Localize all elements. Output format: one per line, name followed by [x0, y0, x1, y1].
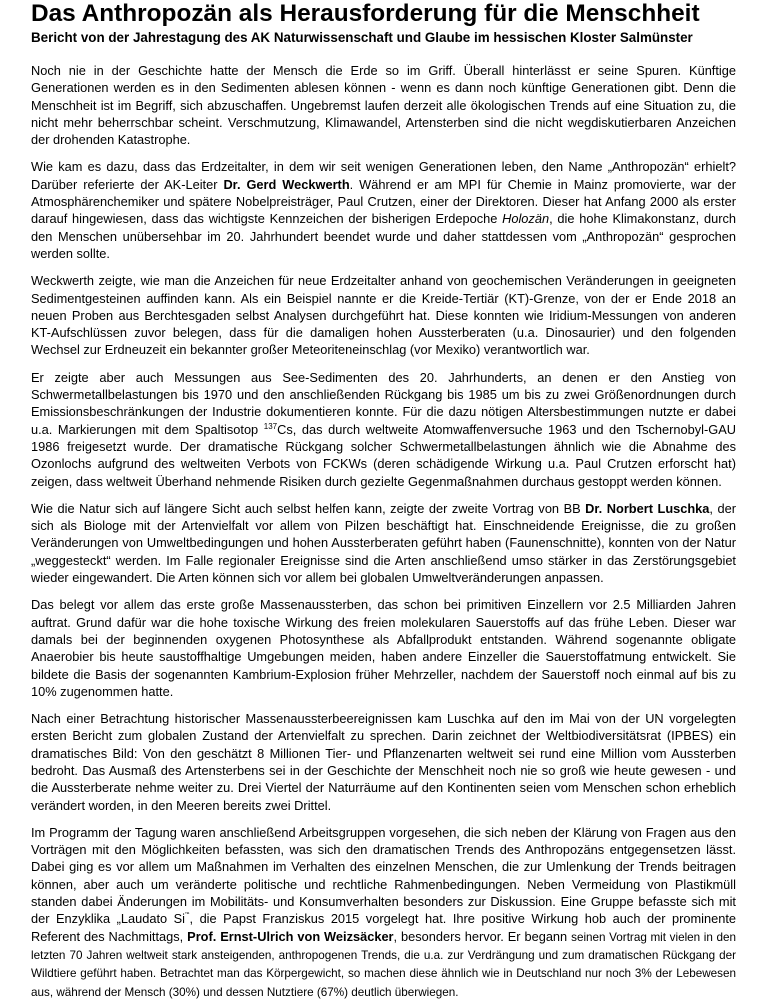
- paragraph-ipbes-report: Nach einer Betrachtung historischer Massenaussterbeereignissen kam Luschka auf den im Mai von der UN vorgelegten ersten Bericht zum globalen Zustand der Artenvielfalt zu sprechen. Darin zeichnet der Weltbiodiversitätsrat (IPBES) ein dramatisches Bild: Von den geschätzt 8 Millionen Tier- und Pflanzenarten weltweit sei rund eine Million vom Aussterben bedroht. Das Ausmaß des Artensterbens sei in der Geschichte der Menschheit noch nie so groß wie heute gewesen - und die Aussterberate nehme weiter zu. Drei Viertel der Naturräume auf den Kontinenten seien vom Menschen schon erheblich verändert worden, in den Meeren bereits zwei Drittel.: [31, 711, 736, 813]
- article-subtitle: Bericht von der Jahrestagung des AK Naturwissenschaft und Glaube im hessischen Kloster Salmünster: [31, 30, 693, 45]
- article-body: [31, 62, 736, 1001]
- paragraph-text: Im Programm der Tagung waren anschließend Arbeitsgruppen vorgesehen, die sich neben der Klärung von Fragen aus den Vorträgen mit den Möglichkeiten befassten, was sich den dramatischen Trends des Anthropozäns entgegensetzen lässt. Dabei ging es vor allem um Maßnahmen im Verhalten des einzelnen Menschen, die zur Umlenkung der Trends beitragen können, aber auch um veränderte politische und rechtliche Rahmenbedingungen. Neben Vermeidung von Plastikmüll standen dabei Änderungen im Mobilitäts- und Konsumverhalten besonders zur Diskussion. Eine Gruppe befasste sich mit der Enzyklika „Laudato Si: [31, 824, 736, 927]
- speaker-name-weizsaecker: Prof. Ernst-Ulrich von Weizsäcker: [187, 928, 394, 944]
- paragraph-working-groups: [31, 824, 736, 1001]
- paragraph-text: Wie kam es dazu, dass das Erdzeitalter, in dem wir seit wenigen Generationen leben, den Name „Anthropozän“ erhielt? Darüber referierte der AK-Leiter: [31, 159, 736, 192]
- paragraph-anthropocene-name: [31, 158, 736, 262]
- paragraph-text-small: seinen Vortrag mit vielen in den letzten 70 Jahren weltweit stark ansteigenden, anthropogenen Trends, die u.a. zur Verdrängung und zum dramatischen Rückgang der Wildtiere geführt haben. Betrachtet man das Körpergewicht, so machen diese ähnlich wie in Deutschland nur noch 3% der Lebewesen aus, während der Mensch (30%) und dessen Nutztiere (67%) deutlich überwiegen.: [31, 930, 736, 999]
- paragraph-text: . Während er am MPI für Chemie in Mainz promovierte, war der Atmosphärenchemiker und spätere Nobelpreisträger, Paul Crutzen, einer der Direktoren. Dieser hat Anfang 2000 als erster darauf hingewiesen, dass das wichtigste Kennzeichen der bisherigen Erdepoche: [31, 176, 736, 227]
- paragraph-kt-boundary: Weckwerth zeigte, wie man die Anzeichen für neue Erdzeitalter anhand von geochemischen Veränderungen in geeigneten Sedimentgesteinen auffinden kann. Als ein Beispiel nannte er die Kreide-Tertiär (KT)-Grenze, von der er Ende 2018 an neuen Proben aus Berchtesgaden selbst Analysen durchgeführt hat. Diese konnten wie Iridium-Messungen von anderen KT-Aufschlüssen zuvor belegen, dass für die damaligen hohen Aussterberaten (u.a. Dinosaurier) und den folgenden Wechsel zur Erdneuzeit ein bekannter großer Meteoriteneinschlag (vor Mexiko) verantwortlich war.: [31, 273, 736, 358]
- paragraph-intro: Noch nie in der Geschichte hatte der Mensch die Erde so im Griff. Überall hinterlässt er seine Spuren. Künftige Generationen werden es in den Sedimenten ablesen können - wenn es dann noch künftige Generationen gibt. Denn die Menschheit ist im Begriff, sich abzuschaffen. Ungebremst laufen derzeit alle ökologischen Trends auf eine Situation zu, die nicht mehr beherrschbar scheint. Verschmutzung, Klimawandel, Artensterben sind die nicht wegdiskutierbaren Anzeichen der drohenden Katastrophe.: [31, 63, 736, 148]
- quote-superscript: ’“: [185, 911, 190, 921]
- speaker-name-weckwerth: Dr. Gerd Weckwerth: [223, 176, 350, 192]
- paragraph-text: Cs, das durch weltweite Atomwaffenversuche 1963 und den Tschernobyl-GAU 1986 freigesetzt wurde. Der dramatische Rückgang solcher Schwermetallbelastungen ähnlich wie die Abnahme des Ozonlochs aufgrund des weltweiten Verbots von FCKWs (deren schädigende Wirkung u.a. Paul Crutzen erforscht hat) zeigen, dass weltweit Überhand nehmende Risiken durch gezielte Gegenmaßnahmen durchaus gestoppt werden können.: [31, 421, 737, 489]
- speaker-name-luschka: Dr. Norbert Luschka: [585, 500, 710, 516]
- paragraph-text: , die Papst Franziskus 2015 vorgelegt hat. Ihre positive Wirkung hob auch der prominente Referent des Nachmittags,: [31, 911, 737, 944]
- paragraph-sediments: [31, 369, 736, 490]
- paragraph-text: Er zeigte aber auch Messungen aus See-Sedimenten des 20. Jahrhunderts, an denen er den Anstieg von Schwermetallbelastungen bis 1970 und den anschließenden Rückgang bis 1985 um bis zu zwei Größenordnungen durch Emissionsbeschränkungen der Industrie dokumentieren konnte. Für die dazu nötigen Altersbestimmungen nutzte er dabei u.a. Markierungen mit dem Spaltisotop: [31, 369, 736, 437]
- paragraph-text: Wie die Natur sich auf längere Sicht auch selbst helfen kann, zeigte der zweite Vortrag von BB: [31, 500, 586, 516]
- article-title: Das Anthropozän als Herausforderung für die Menschheit: [31, 0, 700, 27]
- paragraph-text: , besonders hervor. Er begann: [393, 928, 572, 944]
- isotope-superscript: 137: [263, 421, 278, 431]
- epoch-term-holozaen: Holozän: [502, 211, 550, 227]
- paragraph-mass-extinction: Das belegt vor allem das erste große Massenaussterben, das schon bei primitiven Einzellern vor 2.5 Milliarden Jahren auftrat. Grund dafür war die hohe toxische Wirkung des freien molekularen Sauerstoffs auf das frühe Leben. Dieser war damals bei der beginnenden oxygenen Photosynthese als Abfallprodukt entstanden. Während sogenannte obligate Anaerobier bis heute saustoffhaltige Umgebungen meiden, haben andere Einzeller die Sauerstoffatmung entwickelt. Sie bildete die Basis der sogenannten Kambrium-Explosion früher Mehrzeller, nachdem der Sauerstoff noch einmal auf bis zu 10% zugenommen hatte.: [31, 597, 736, 699]
- paragraph-text: , der sich als Biologe mit der Artenvielfalt vor allem von Pilzen beschäftigt hat. Einschneidende Ereignisse, die zu großen Veränderungen von Umweltbedingungen und hohen Aussterberaten geführt haben (Faunenschnitte), konnten von der Natur „weggesteckt“ werden. Im Falle regionaler Ereignisse sind die Arten anschließend umso stärker in das Zerstörungsgebiet wieder eingewandert. Die Arten können sich vor allem bei globalen Umweltveränderungen anpassen.: [31, 500, 736, 586]
- paragraph-text: , die hohe Klimakonstanz, durch den Menschen unübersehbar im 20. Jahrhundert beendet wurde und daher stattdessen vom „Anthropozän“ gesprochen werden sollte.: [31, 211, 736, 261]
- paragraph-luschka: [31, 500, 736, 586]
